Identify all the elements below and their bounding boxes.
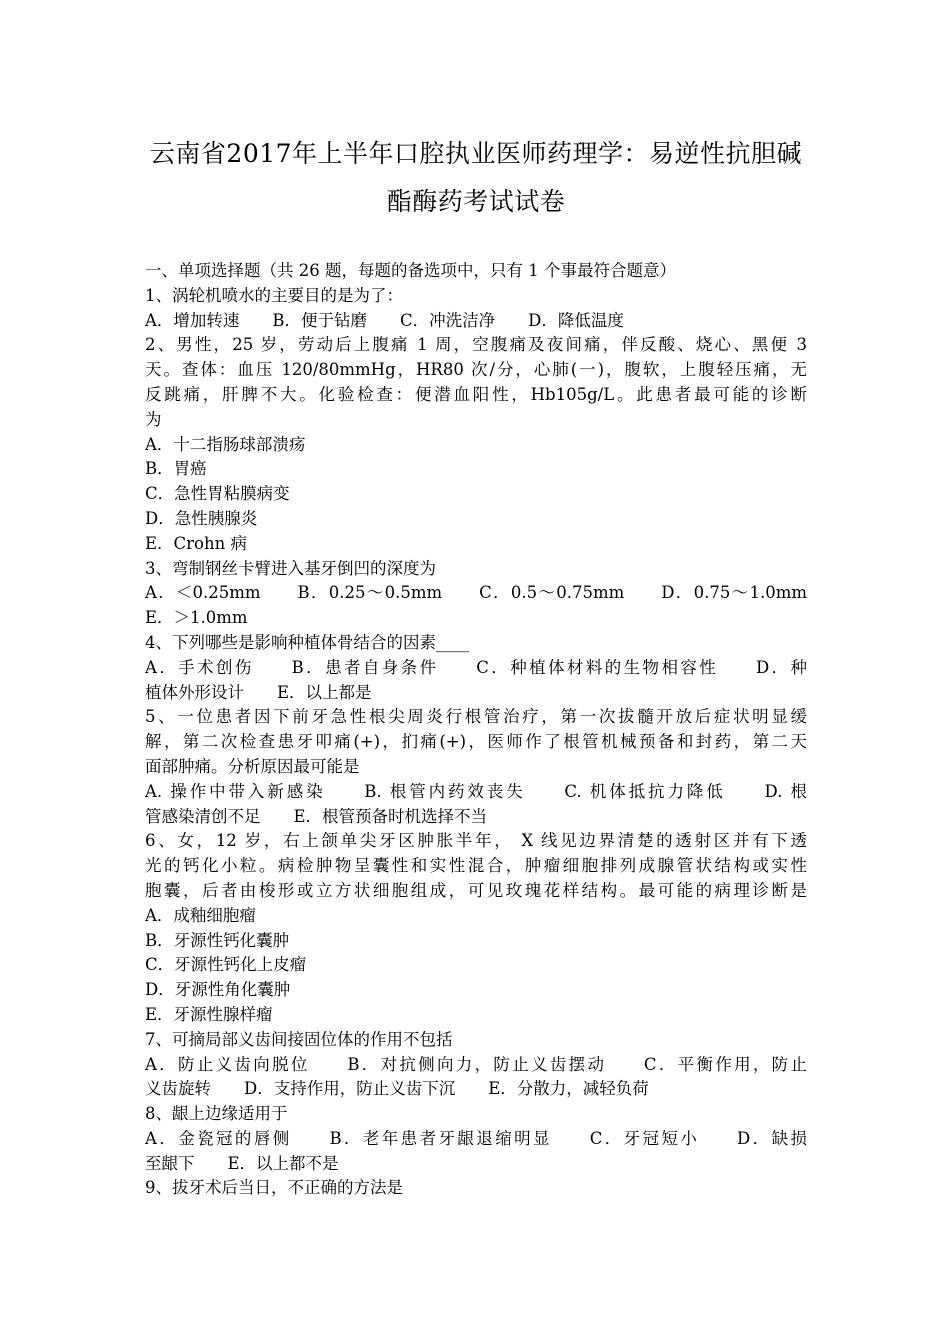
question-line: 6、女，12 岁，右上颌单尖牙区肿胀半年， X 线见边界清楚的透射区并有下透 xyxy=(145,831,807,851)
option-line: A．防止义齿向脱位 B．对抗侧向力，防止义齿摆动 C．平衡作用，防止 xyxy=(145,1054,807,1074)
question-line: 9、拔牙术后当日，不正确的方法是 xyxy=(145,1178,403,1198)
option-line: E．＞1.0mm xyxy=(145,608,248,628)
option-line: E．Crohn 病 xyxy=(145,533,247,553)
option-line: D．牙源性角化囊肿 xyxy=(145,980,291,1000)
question-line: 反跳痛，肝脾不大。化验检查：便潜血阳性，Hb105g/L。此患者最可能的诊断 xyxy=(145,384,807,404)
question-line: 1、涡轮机喷水的主要目的是为了： xyxy=(145,285,403,305)
option-line: 义齿旋转 D．支持作用，防止义齿下沉 E．分散力，减轻负荷 xyxy=(145,1079,649,1099)
option-line: A．成釉细胞瘤 xyxy=(145,905,256,925)
option-line: 管感染清创不足 E．根管预备时机选择不当 xyxy=(145,806,488,826)
question-line: 天。查体：血压 120/80mmHg，HR80 次/分，心肺(一)，腹软，上腹轻压痛，无 xyxy=(145,360,807,380)
question-line: 解，第二次检查患牙叩痛(+)，扪痛(+)，医师作了根管机械预备和封药，第二天 xyxy=(145,732,807,752)
question-line: 面部肿痛。分析原因最可能是 xyxy=(145,756,360,776)
question-line: 光的钙化小粒。病检肿物呈囊性和实性混合，肿瘤细胞排列成腺管状结构或实性 xyxy=(145,856,807,876)
section-heading: 一、单项选择题（共 26 题，每题的备选项中，只有 1 个事最符合题意） xyxy=(145,261,676,280)
question-line: 8、龈上边缘适用于 xyxy=(145,1104,288,1124)
question-line: 5、一位患者因下前牙急性根尖周炎行根管治疗，第一次拔髓开放后症状明显缓 xyxy=(145,707,807,727)
question-line: 7、可摘局部义齿间接固位体的作用不包括 xyxy=(145,1029,453,1049)
option-line: A．＜0.25mm B．0.25～0.5mm C．0.5～0.75mm D．0.75～1.0mm xyxy=(145,583,807,603)
exam-body xyxy=(145,259,807,1201)
question-line: 胞囊，后者由梭形或立方状细胞组成，可见玫瑰花样结构。最可能的病理诊断是 xyxy=(145,880,807,900)
option-line: 植体外形设计 E．以上都是 xyxy=(145,682,372,702)
option-line: C．急性胃粘膜病变 xyxy=(145,484,290,504)
question-line: 2、男性，25 岁，劳动后上腹痛 1 周，空腹痛及夜间痛，伴反酸、烧心、黑便 3 xyxy=(145,335,807,355)
option-line: A. 操作中带入新感染 B. 根管内药效丧失 C. 机体抵抗力降低 D. 根 xyxy=(145,781,807,801)
option-line: A．手术创伤 B．患者自身条件 C．种植体材料的生物相容性 D．种 xyxy=(145,657,807,677)
question-line: 4、下列哪些是影响种植体骨结合的因素____ xyxy=(145,632,469,652)
option-line: 至龈下 E．以上都不是 xyxy=(145,1153,339,1173)
option-line: A．十二指肠球部溃疡 xyxy=(145,434,306,454)
question-line: 3、弯制钢丝卡臂进入基牙倒凹的深度为 xyxy=(145,558,436,578)
option-line: B．胃癌 xyxy=(145,459,207,479)
document-title-line-1: 云南省2017年上半年口腔执业医师药理学：易逆性抗胆碱 xyxy=(149,139,803,168)
document-title-line-2: 酯酶药考试试卷 xyxy=(386,187,566,216)
option-line: B．牙源性钙化囊肿 xyxy=(145,930,290,950)
question-line: 为 xyxy=(145,409,162,429)
option-line: A．增加转速 B．便于钻磨 C．冲洗洁净 D．降低温度 xyxy=(145,310,624,330)
option-line: C．牙源性钙化上皮瘤 xyxy=(145,955,307,975)
option-line: D．急性胰腺炎 xyxy=(145,508,258,528)
option-line: E．牙源性腺样瘤 xyxy=(145,1004,273,1024)
option-line: A．金瓷冠的唇侧 B．老年患者牙龈退缩明显 C．牙冠短小 D．缺损 xyxy=(145,1128,807,1148)
